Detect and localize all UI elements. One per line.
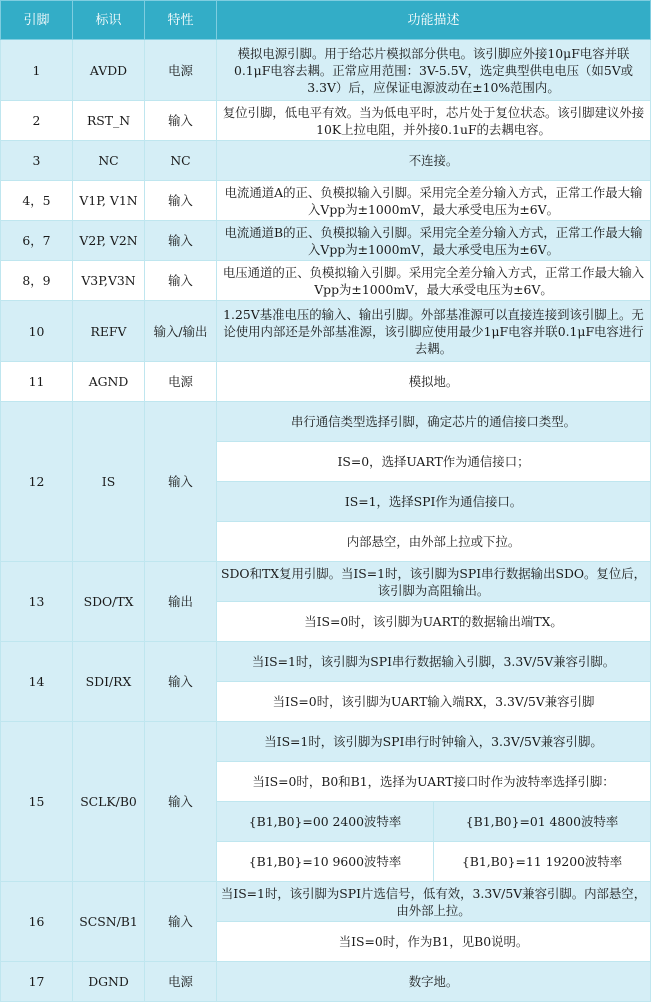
pin-name: REFV [73, 301, 145, 362]
pin-name: NC [73, 141, 145, 181]
pin-name: SDO/TX [73, 562, 145, 642]
pin-type: 输入 [145, 882, 217, 962]
pin-description: 模拟电源引脚。用于给芯片模拟部分供电。该引脚应外接10μF电容并联0.1μF电容去耦。正常应用范围：3V-5.5V，选定典型供电电压（如5V或3.3V）后，应保证电源波动在±10%范围内。 [217, 40, 651, 101]
pin-number: 1 [1, 40, 73, 101]
pin-number: 11 [1, 362, 73, 402]
pin-number: 2 [1, 101, 73, 141]
table-row [1, 882, 651, 922]
table-row [1, 221, 651, 261]
pin-type: 输入 [145, 402, 217, 562]
table-row [1, 141, 651, 181]
baud-rate-option: {B1,B0}=11 19200波特率 [434, 842, 651, 882]
table-row [1, 722, 651, 762]
baud-rate-option: {B1,B0}=01 4800波特率 [434, 802, 651, 842]
pin-type: 输入 [145, 181, 217, 221]
pin-number: 17 [1, 962, 73, 1002]
header-description: 功能描述 [217, 1, 651, 40]
table-header-row [1, 1, 651, 40]
header-type: 特性 [145, 1, 217, 40]
pin-name: RST_N [73, 101, 145, 141]
pin-type: 输入 [145, 722, 217, 882]
pin-name: IS [73, 402, 145, 562]
pin-name: SCLK/B0 [73, 722, 145, 882]
pin-description: 电压通道的正、负模拟输入引脚。采用完全差分输入方式，正常工作最大输入Vpp为±1000mV，最大承受电压为±6V。 [217, 261, 651, 301]
pin-type: 输入 [145, 261, 217, 301]
pin-number: 8，9 [1, 261, 73, 301]
pin-name: V1P, V1N [73, 181, 145, 221]
table-row [1, 562, 651, 602]
pin-description: 内部悬空，由外部上拉或下拉。 [217, 522, 651, 562]
pin-number: 4，5 [1, 181, 73, 221]
pin-description: 数字地。 [217, 962, 651, 1002]
table-row [1, 402, 651, 442]
header-pin: 引脚 [1, 1, 73, 40]
pin-description: 不连接。 [217, 141, 651, 181]
pin-name: AVDD [73, 40, 145, 101]
pin-description: 电流通道A的正、负模拟输入引脚。采用完全差分输入方式，正常工作最大输入Vpp为±1000mV，最大承受电压为±6V。 [217, 181, 651, 221]
pin-description: IS=1，选择SPI作为通信接口。 [217, 482, 651, 522]
pin-description: 当IS=0时，该引脚为UART的数据输出端TX。 [217, 602, 651, 642]
table-row [1, 101, 651, 141]
pin-type: 输入 [145, 642, 217, 722]
pin-description: 电流通道B的正、负模拟输入引脚。采用完全差分输入方式，正常工作最大输入Vpp为±1000mV，最大承受电压为±6V。 [217, 221, 651, 261]
pin-type: 输出 [145, 562, 217, 642]
pin-type: 电源 [145, 40, 217, 101]
pin-description: SDO和TX复用引脚。当IS=1时，该引脚为SPI串行数据输出SDO。复位后，该引脚为高阻输出。 [217, 562, 651, 602]
pin-type: 输入 [145, 101, 217, 141]
pin-description: 当IS=1时，该引脚为SPI串行时钟输入，3.3V/5V兼容引脚。 [217, 722, 651, 762]
table-row [1, 362, 651, 402]
pin-description: 当IS=1时，该引脚为SPI片选信号，低有效，3.3V/5V兼容引脚。内部悬空，由外部上拉。 [217, 882, 651, 922]
table-row [1, 642, 651, 682]
pin-number: 6，7 [1, 221, 73, 261]
pin-description: 复位引脚，低电平有效。当为低电平时，芯片处于复位状态。该引脚建议外接10K上拉电阻，并外接0.1uF的去耦电容。 [217, 101, 651, 141]
baud-rate-option: {B1,B0}=00 2400波特率 [217, 802, 434, 842]
pin-number: 10 [1, 301, 73, 362]
table-row [1, 962, 651, 1002]
pin-description: 当IS=0时，B0和B1，选择为UART接口时作为波特率选择引脚： [217, 762, 651, 802]
pin-number: 15 [1, 722, 73, 882]
table-row [1, 40, 651, 101]
pin-description: 模拟地。 [217, 362, 651, 402]
pin-description: 串行通信类型选择引脚，确定芯片的通信接口类型。 [217, 402, 651, 442]
pin-type: 输入/输出 [145, 301, 217, 362]
pin-number: 13 [1, 562, 73, 642]
pin-type: NC [145, 141, 217, 181]
header-name: 标识 [73, 1, 145, 40]
pin-name: V2P, V2N [73, 221, 145, 261]
pin-type: 输入 [145, 221, 217, 261]
table-row [1, 261, 651, 301]
pin-type: 电源 [145, 362, 217, 402]
pin-name: DGND [73, 962, 145, 1002]
baud-rate-option: {B1,B0}=10 9600波特率 [217, 842, 434, 882]
pin-name: AGND [73, 362, 145, 402]
pin-number: 14 [1, 642, 73, 722]
table-row [1, 181, 651, 221]
pin-type: 电源 [145, 962, 217, 1002]
pin-description: IS=0，选择UART作为通信接口； [217, 442, 651, 482]
pin-number: 16 [1, 882, 73, 962]
pin-description: 当IS=0时，该引脚为UART输入端RX，3.3V/5V兼容引脚 [217, 682, 651, 722]
pin-description: 当IS=0时，作为B1，见B0说明。 [217, 922, 651, 962]
pin-description: 当IS=1时，该引脚为SPI串行数据输入引脚，3.3V/5V兼容引脚。 [217, 642, 651, 682]
pin-number: 12 [1, 402, 73, 562]
pin-name: SDI/RX [73, 642, 145, 722]
table-row [1, 301, 651, 362]
pin-description: 1.25V基准电压的输入、输出引脚。外部基准源可以直接连接到该引脚上。无论使用内部还是外部基准源，该引脚应使用最少1μF电容并联0.1μF电容进行去耦。 [217, 301, 651, 362]
pin-name: SCSN/B1 [73, 882, 145, 962]
pin-number: 3 [1, 141, 73, 181]
pin-name: V3P,V3N [73, 261, 145, 301]
